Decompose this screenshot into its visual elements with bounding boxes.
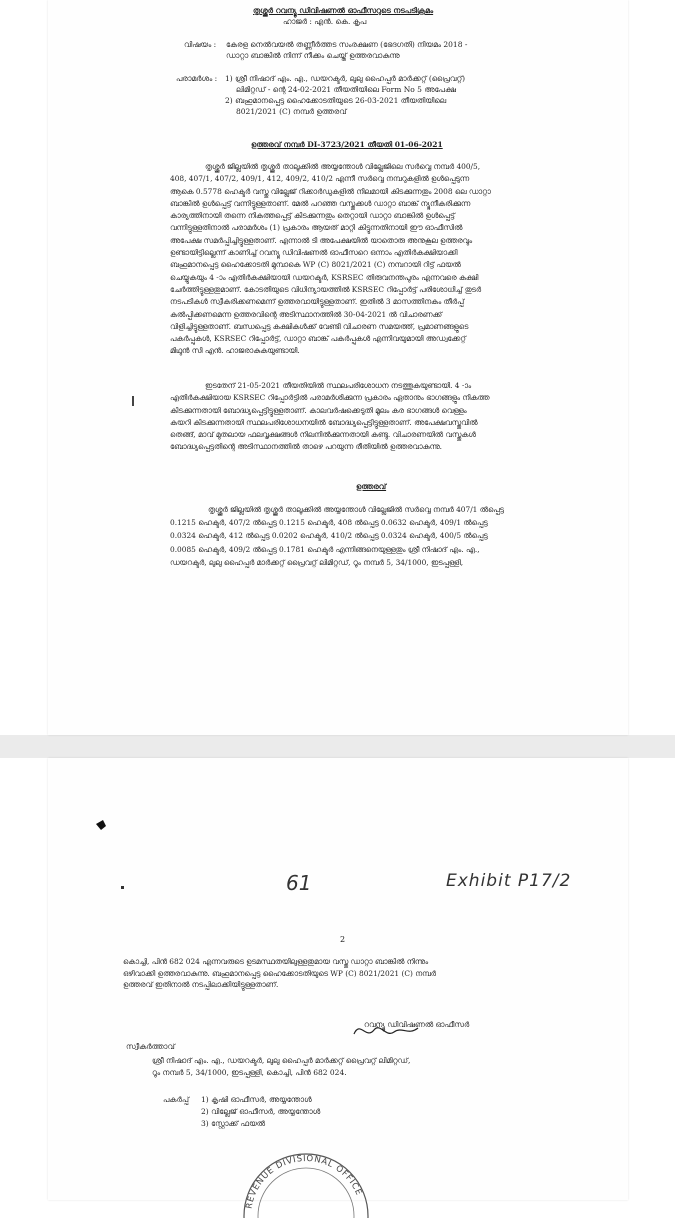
- reference-2-line-1: 2) ബഹുമാനപ്പെട്ട ഹൈക്കോടതിയുടെ 26-03-2021 തീയതിയിലെ: [225, 96, 447, 105]
- recipient-line-1: ശ്രീ നിഷാദ് എം. എ., ഡയറക്ടർ, ലുലു ഹൈപ്പർ മാർക്കറ്റ് പ്രൈവറ്റ് ലിമിറ്റഡ്,: [152, 1056, 411, 1065]
- paragraph-line: ബാങ്കിൽ ഉൾപ്പെട്ട് വന്നിട്ടുള്ളതാണ്. മേൽ പറഞ്ഞ വസ്തുക്കൾ ഡാറ്റാ ബാങ്ക് ന്യൂനീകരിക്കുന്ന: [170, 198, 471, 208]
- reference-label: പരാമർശം :: [176, 74, 218, 83]
- subject-line-2: ഡാറ്റാ ബാങ്കിൽ നിന്ന് നീക്കം ചെയ്ത് ഉത്തരവാകുന്നു: [226, 51, 400, 60]
- paragraph-line: തൃശ്ശൂർ ജില്ലയിൽ തൃശ്ശൂർ താലൂക്കിൽ അയ്യന്തോൾ വില്ലേജിൽ സർവ്വെ നമ്പർ 407/1 ൽപ്പെട്ട: [208, 505, 504, 514]
- signatory-designation: റവന്യൂ ഡിവിഷണൽ ഓഫീസർ: [364, 1020, 470, 1029]
- copy-label: പകർപ്പ്: [163, 1095, 189, 1104]
- handwritten-page-number: 61: [286, 871, 312, 895]
- scan-mark: [132, 396, 134, 406]
- seal-text: REVENUE DIVISIONAL OFFICE: [244, 1153, 364, 1210]
- paragraph-2: [170, 380, 606, 454]
- present-officer: ഹാജർ : എൻ. കെ. കൃപ: [283, 17, 367, 26]
- subject-label: വിഷയം :: [184, 40, 217, 49]
- paragraph-line: കയറി കിടക്കുന്നതായി സ്ഥലപരിശോധനയിൽ ബോദ്ധ്യപ്പെട്ടിട്ടുള്ളതാണ്. അപേക്ഷവസ്തുവിൽ: [170, 417, 478, 427]
- paragraph-line: ചെയ്യുകയും 4 -ാം എതിർകക്ഷിയായി ഡയറക്ടർ, KSRSEC തിരുവനന്തപുരം എന്നവരെ കക്ഷി: [170, 272, 479, 282]
- paragraph-line: മിഥുൻ സി എൻ. ഹാജരാകുകയുണ്ടായി.: [170, 346, 300, 356]
- continuation-paragraph: [123, 956, 563, 991]
- paragraph-line: വിളിച്ചിട്ടുള്ളതാണ്. ബന്ധപ്പെട്ട കക്ഷികൾക്ക് വേണ്ടി വിചാരണ സമയത്ത്, പ്രമാണങ്ങളുടെ: [170, 321, 469, 331]
- paragraph-line: ചേർത്തിട്ടുള്ളതുമാണ്. കോടതിയുടെ വിധിന്യായത്തിൽ KSRSEC റിപ്പോർട്ട് പരിശോധിച്ച് തുടർ: [170, 284, 482, 294]
- copy-item-2: 2) വില്ലേജ് ഓഫീസർ, അയ്യന്തോൾ: [201, 1107, 321, 1116]
- copy-item-1: 1) കൃഷി ഓഫീസർ, അയ്യന്തോൾ: [201, 1095, 312, 1104]
- page-number: 2: [340, 935, 346, 944]
- document-page-1: [48, 0, 628, 735]
- paragraph-line: 408, 407/1, 407/2, 409/1, 412, 409/2, 410/2 എന്നീ സർവ്വെ നമ്പറുകളിൽ ഉൾപ്പെടുന്ന: [170, 174, 470, 184]
- copy-item-3: 3) സ്റ്റോക്ക് ഫയൽ: [201, 1119, 266, 1128]
- exhibit-mark: Exhibit P17/2: [446, 871, 572, 891]
- paragraph-line: പകർപ്പുകൾ, KSRSEC റിപ്പോർട്ട്, ഡാറ്റാ ബാങ്ക് പകർപ്പുകൾ എന്നിവയുമായി അഡ്വക്കേറ്റ്: [170, 334, 466, 344]
- reference-1-line-1: 1) ശ്രീ നിഷാദ് എം. എ., ഡയറക്ടർ, ലുലു ഹൈപ്പർ മാർക്കറ്റ് (പ്രൈവറ്റ്): [225, 74, 466, 83]
- paragraph-line: ബോദ്ധ്യപ്പെട്ടതിന്റെ അടിസ്ഥാനത്തിൽ താഴെ പറയുന്ന രീതിയിൽ ഉത്തരവാകുന്നു.: [170, 442, 442, 452]
- document-title: തൃശ്ശൂർ റവന്യൂ ഡിവിഷണൽ ഓഫീസറുടെ നടപടിക്രമം: [253, 6, 434, 15]
- paragraph-line: 0.1215 ഹെക്ടർ, 407/2 ൽപ്പെട്ട 0.1215 ഹെക്ടർ, 408 ൽപ്പെട്ട 0.0632 ഹെക്ടർ, 409/1 ൽപ്പെട്ട: [170, 518, 488, 528]
- paragraph-line: കാര്യത്തിനായി തന്നെ നികത്തപ്പെട്ട് കിടക്കുന്നതും തെറ്റായി ഡാറ്റാ ബാങ്കിൽ ഉൾപ്പെട്ട്: [170, 211, 455, 221]
- paragraph-line: ഡയറക്ടർ, ലുലു ഹൈപ്പർ മാർക്കറ്റ് പ്രൈവറ്റ് ലിമിറ്റഡ്, റൂം നമ്പർ 5, 34/1000, ഇടപ്പള്ളി,: [170, 557, 464, 567]
- order-heading: ഉത്തരവ്: [356, 482, 387, 491]
- paragraph-line: ഇടതേന് 21-05-2021 തീയതിയിൽ സ്ഥലപരിശോധന നടത്തുകയുണ്ടായി. 4 -ാം: [205, 381, 472, 390]
- page-gap: [0, 735, 675, 758]
- paragraph-line: 0.0085 ഹെക്ടർ, 409/2 ൽപ്പെട്ട 0.1781 ഹെക്ടർ എന്നിങ്ങനെയുള്ളതും ശ്രീ നിഷാദ് എം. എ.,: [170, 544, 480, 554]
- order-number: ഉത്തരവ് നമ്പർ DI-3723/2021 തീയതി 01-06-2021: [251, 140, 443, 149]
- paragraph-line: ഉണ്ടായിട്ടില്ലെന്ന് കാണിച്ച് റവന്യൂ ഡിവിഷണൽ ഓഫീസറെ ഒന്നാം എതിർകക്ഷിയാക്കി: [170, 248, 458, 258]
- svg-text:REVENUE DIVISIONAL OFFICE: [244, 1154, 363, 1210]
- paragraph-line: നടപടികൾ സ്വീകരിക്കണമെന്ന് ഉത്തരവായിട്ടുള്ളതാണ്. ഇതിൽ 3 മാസത്തിനകം തീർപ്പ്: [170, 297, 465, 307]
- ink-blot: [94, 818, 108, 832]
- paragraph-line: കൽപ്പിക്കണമെന്ന ഉത്തരവിന്റെ അടിസ്ഥാനത്തിൽ 30-04-2021 ൽ വിചാരണക്ക്: [170, 309, 442, 319]
- paragraph-line: 0.0324 ഹെക്ടർ, 412 ൽപ്പെട്ട 0.0202 ഹെക്ടർ, 410/2 ൽപ്പെട്ട 0.0324 ഹെക്ടർ, 400/5 ൽപ്പെട്ട: [170, 531, 488, 541]
- reference-1-line-2: ലിമിറ്റഡ് - ന്റെ 24-02-2021 തീയതിയിലെ Form No 5 അപേക്ഷ: [236, 85, 456, 94]
- paragraph-1: [170, 161, 606, 358]
- viewer-left-margin: [0, 0, 48, 1200]
- scan-speck: [121, 886, 124, 889]
- office-seal: [231, 1128, 381, 1218]
- paragraph-line: ഒഴിവാക്കി ഉത്തരവാകുന്നു. ബഹുമാനപ്പെട്ട ഹൈക്കോടതിയുടെ WP (C) 8021/2021 (C) നമ്പർ: [123, 968, 436, 978]
- recipient-line-2: റൂം നമ്പർ 5, 34/1000, ഇടപ്പള്ളി, കൊച്ചി, പിൻ 682 024.: [152, 1068, 347, 1077]
- paragraph-line: കിടക്കുന്നതായി ബോദ്ധ്യപ്പെട്ടിട്ടുള്ളതാണ്. കാലവർഷക്കെടുതി മൂലം കര ഭാഗങ്ങൾ വെള്ളം: [170, 405, 467, 415]
- paragraph-line: ബഹുമാനപ്പെട്ട ഹൈക്കോടതി മുമ്പാകെ WP (C) 8021/2021 (C) നമ്പറായി റിട്ട് ഫയൽ: [170, 260, 461, 270]
- paragraph-line: തൃശ്ശൂർ ജില്ലയിൽ തൃശ്ശൂർ താലൂക്കിൽ അയ്യന്തോൾ വില്ലേജിലെ സർവ്വെ നമ്പർ 400/5,: [205, 162, 481, 171]
- subject-line-1: കേരള നെൽവയൽ തണ്ണീർത്തട സംരക്ഷണ (ഭേദഗതി) നിയമം 2018 -: [226, 40, 468, 49]
- paragraph-line: അപേക്ഷ സമർപ്പിച്ചിട്ടുള്ളതാണ്. എന്നാൽ ടി അപേക്ഷയിൽ യാതൊരു അനുകൂല ഉത്തരവും: [170, 235, 473, 245]
- paragraph-line: വന്നിട്ടുള്ളതിനാൽ പരാമർശം (1) പ്രകാരം ആയത് മാറ്റി കിട്ടുന്നതിനായി ഈ ഓഫീസിൽ: [170, 223, 463, 233]
- paragraph-line: തെങ്ങ്, മാവ് മുതലായ ഫലവൃക്ഷങ്ങൾ നിലനിൽക്കുന്നതായി കണ്ടു. വിചാരണയിൽ വസ്തുകൾ: [170, 430, 476, 440]
- reference-2-line-2: 8021/2021 (C) നമ്പർ ഉത്തരവ്: [236, 107, 347, 116]
- paragraph-line: കൊച്ചി, പിൻ 682 024 എന്നവരുടെ ഉടമസ്ഥതയിലുള്ളതുമായ വസ്തു ഡാറ്റാ ബാങ്കിൽ നിന്നും: [123, 957, 429, 966]
- viewer-right-margin: [627, 0, 675, 1200]
- order-paragraph: [170, 503, 606, 569]
- paragraph-line: എതിർകക്ഷിയായ KSRSEC റിപ്പോർട്ടിൽ പരാമർശിക്കുന്ന പ്രകാരം ഏതാനും ഭാഗങ്ങളും നികത്ത: [170, 393, 490, 403]
- paragraph-line: ആകെ 0.5778 ഹെക്ടർ വസ്തു വില്ലേജ് റിക്കാർഡുകളിൽ നിലമായി കിടക്കുന്നതും 2008 ലെ ഡാറ്റാ: [170, 186, 491, 196]
- recipient-label: സ്വീകർത്താവ്: [126, 1042, 175, 1051]
- document-page-2: [48, 758, 628, 1210]
- paragraph-line: ഉത്തരവ് ഇതിനാൽ നടപ്പിലാക്കിയിട്ടുള്ളതാണ്.: [123, 980, 279, 989]
